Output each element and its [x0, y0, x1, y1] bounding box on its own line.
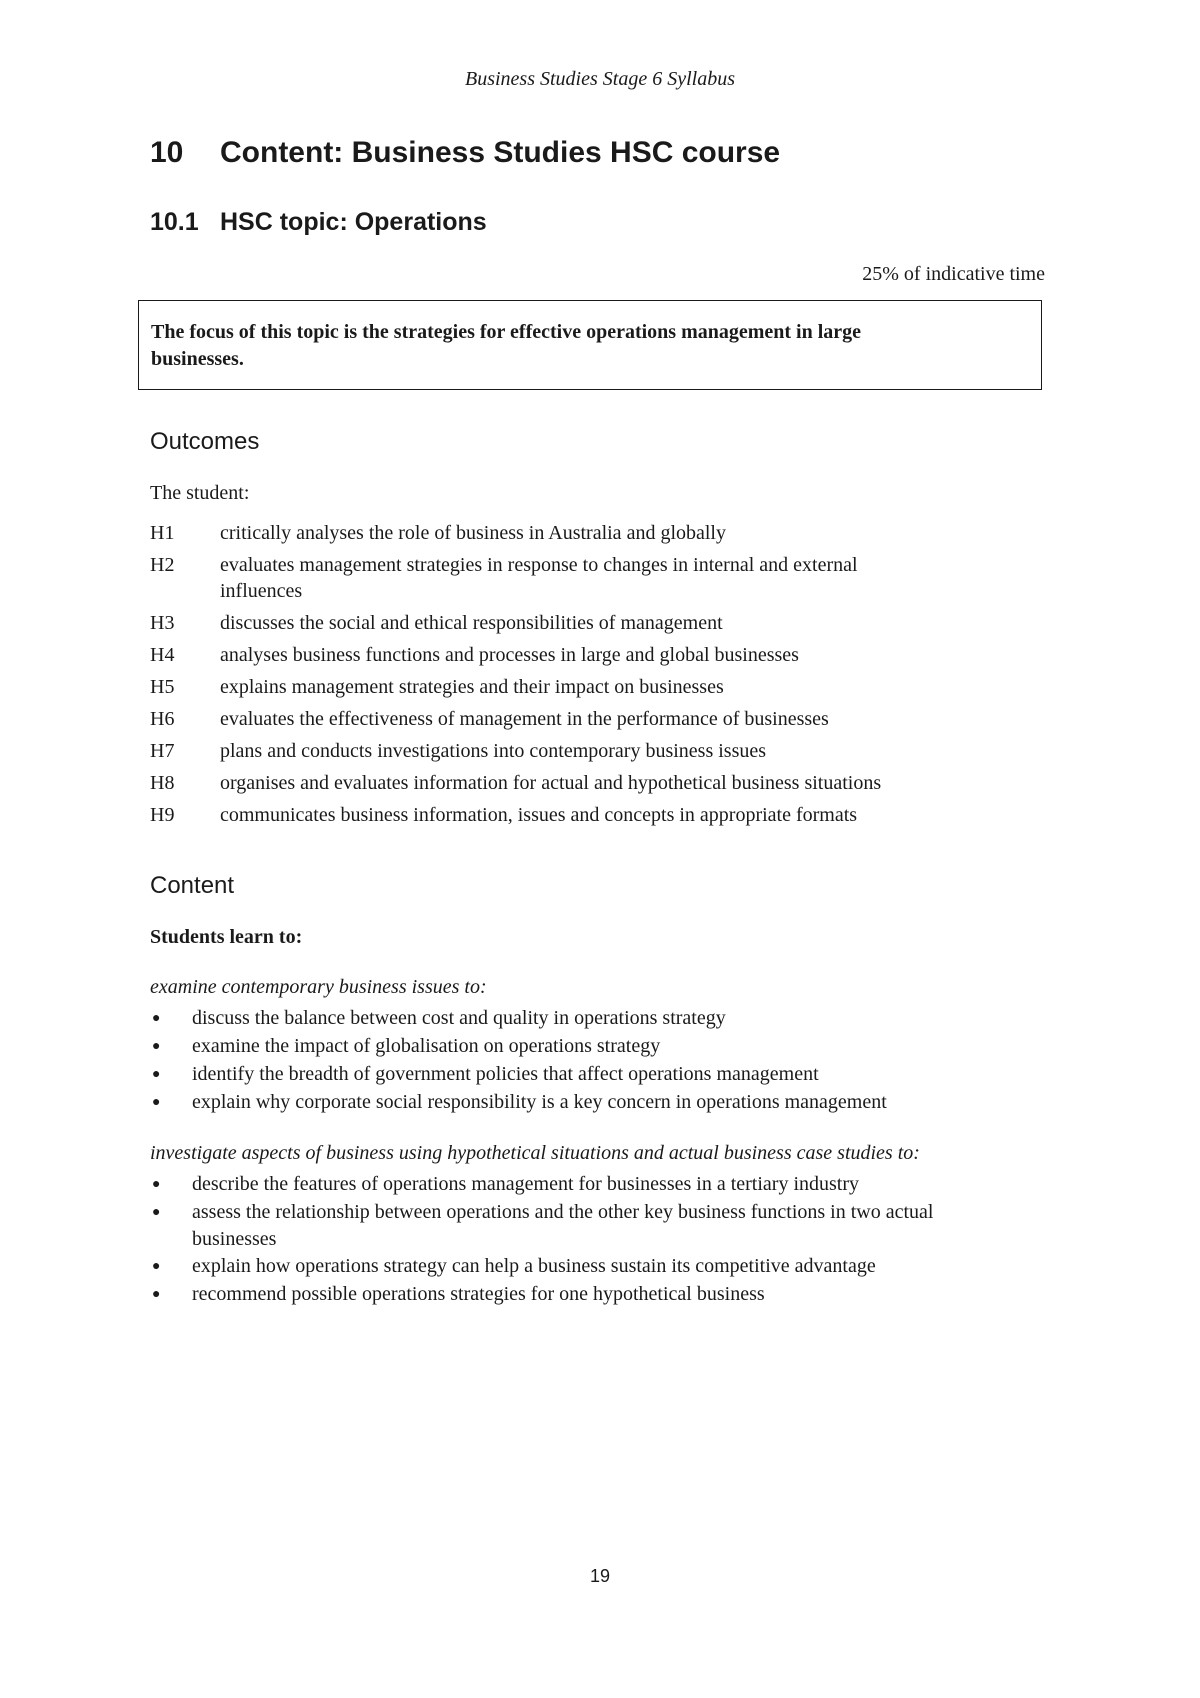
content-group-case-studies: [150, 1140, 1030, 1309]
bullet-list: [150, 1005, 1030, 1117]
outcome-text: critically analyses the role of business in Australia and globally: [220, 522, 726, 544]
list-item-text: examine the impact of globalisation on operations strategy: [192, 1035, 661, 1057]
bullet-icon: ●: [152, 1287, 161, 1302]
content-heading: Content: [150, 872, 235, 899]
chapter-number: 10: [150, 136, 184, 169]
list-item: [150, 1171, 1030, 1199]
list-item-text: recommend possible operations strategies for one hypothetical business: [192, 1283, 765, 1305]
focus-box: [138, 300, 1042, 390]
outcome-text: discusses the social and ethical responsibilities of management: [220, 612, 723, 634]
outcome-item: [150, 706, 1030, 732]
bullet-icon: ●: [152, 1039, 161, 1054]
running-header: Business Studies Stage 6 Syllabus: [465, 68, 735, 90]
indicative-time: 25% of indicative time: [862, 263, 1045, 285]
section-title: HSC topic: Operations: [220, 208, 487, 236]
outcome-item: [150, 770, 1030, 796]
outcome-text: communicates business information, issues and concepts in appropriate formats: [220, 804, 858, 826]
students-learn-heading: Students learn to:: [150, 926, 303, 948]
list-item-text: assess the relationship between operations and the other key business functions in two actual businesses: [192, 1201, 934, 1250]
list-item: [150, 1061, 1030, 1089]
bullet-list: [150, 1171, 1030, 1309]
focus-text: The focus of this topic is the strategies for effective operations management in large businesses.: [151, 321, 862, 370]
chapter-heading: [150, 136, 780, 170]
outcome-code: H3: [150, 612, 175, 634]
outcome-item: [150, 520, 1030, 546]
outcome-text: analyses business functions and processes in large and global businesses: [220, 644, 799, 666]
bullet-icon: ●: [152, 1095, 161, 1110]
outcomes-heading: Outcomes: [150, 428, 260, 455]
list-item-text: explain why corporate social responsibility is a key concern in operations management: [192, 1091, 887, 1113]
outcome-text: plans and conducts investigations into contemporary business issues: [220, 740, 767, 762]
outcome-text: explains management strategies and their impact on businesses: [220, 676, 724, 698]
list-item-text: describe the features of operations management for businesses in a tertiary industry: [192, 1173, 860, 1195]
list-item: [150, 1005, 1030, 1033]
list-item: [150, 1281, 1030, 1309]
list-item: [150, 1089, 1030, 1117]
bullet-icon: ●: [152, 1205, 161, 1220]
outcome-code: H7: [150, 740, 175, 762]
bullet-icon: ●: [152, 1259, 161, 1274]
outcomes-list: [150, 520, 1030, 834]
outcome-code: H9: [150, 804, 175, 826]
outcome-item: [150, 642, 1030, 668]
outcome-item: [150, 552, 1030, 604]
group-intro: investigate aspects of business using hypothetical situations and actual business case studies to:: [150, 1142, 920, 1164]
content-group-issues: [150, 974, 1030, 1117]
outcomes-intro: The student:: [150, 482, 250, 504]
page-number: 19: [589, 1566, 611, 1586]
outcome-code: H6: [150, 708, 175, 730]
group-intro: examine contemporary business issues to:: [150, 976, 487, 998]
outcome-text: evaluates management strategies in response to changes in internal and external influences: [220, 554, 858, 602]
outcome-code: H8: [150, 772, 175, 794]
outcome-code: H4: [150, 644, 175, 666]
outcome-item: [150, 610, 1030, 636]
outcome-code: H5: [150, 676, 175, 698]
outcome-text: organises and evaluates information for actual and hypothetical business situations: [220, 772, 882, 794]
bullet-icon: ●: [152, 1067, 161, 1082]
section-number: 10.1: [150, 208, 199, 236]
list-item: [150, 1253, 1030, 1281]
list-item: [150, 1199, 1030, 1253]
chapter-title: Content: Business Studies HSC course: [220, 136, 781, 169]
outcome-text: evaluates the effectiveness of management in the performance of businesses: [220, 708, 829, 730]
list-item-text: explain how operations strategy can help a business sustain its competitive advantage: [192, 1255, 876, 1277]
outcome-code: H1: [150, 522, 175, 544]
bullet-icon: ●: [152, 1011, 161, 1026]
outcome-item: [150, 738, 1030, 764]
bullet-icon: ●: [152, 1177, 161, 1192]
outcome-code: H2: [150, 554, 175, 576]
list-item: [150, 1033, 1030, 1061]
outcome-item: [150, 802, 1030, 828]
outcome-item: [150, 674, 1030, 700]
section-heading: [150, 208, 487, 237]
list-item-text: identify the breadth of government policies that affect operations management: [192, 1063, 819, 1085]
list-item-text: discuss the balance between cost and quality in operations strategy: [192, 1007, 726, 1029]
